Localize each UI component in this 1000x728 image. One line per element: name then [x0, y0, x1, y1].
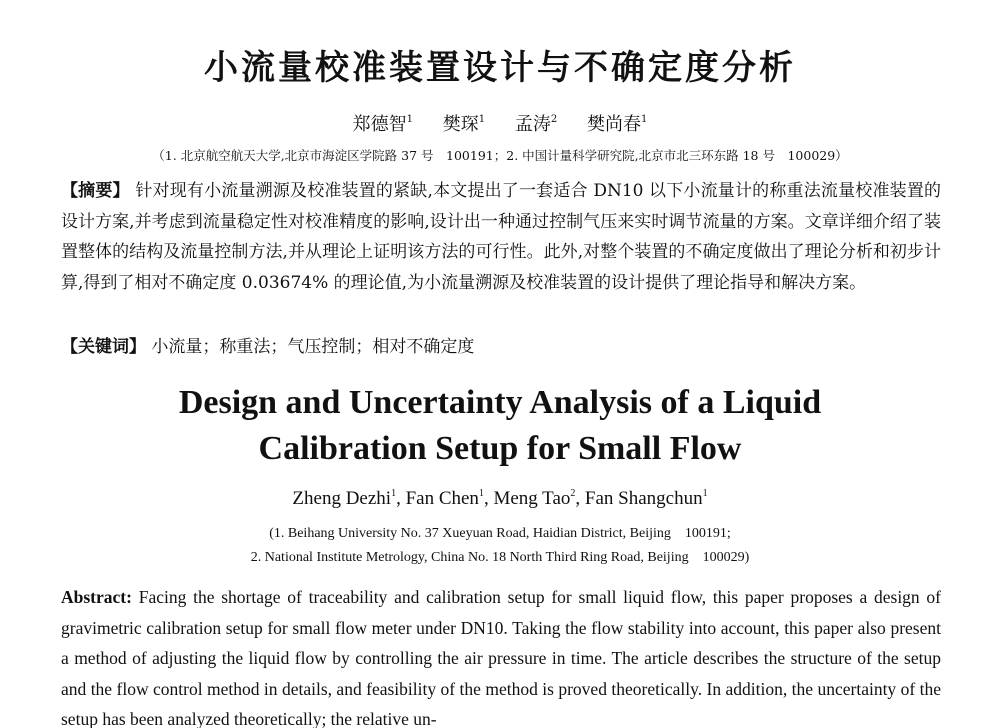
chinese-author [443, 114, 485, 135]
author-name: 樊琛 [442, 114, 479, 135]
chinese-author [587, 114, 647, 135]
author-name: 郑德智 [352, 114, 407, 135]
author-name: Fan Chen [405, 488, 479, 509]
chinese-author [353, 114, 413, 135]
chinese-keywords-label: 【关键词】 [61, 337, 146, 357]
author-affil-mark: 1 [478, 114, 486, 125]
english-authors: Zheng Dezhi$^1$, Fan Chen$^1$, Meng Tao$^2$, Fan Shangchun$^1$ [292, 488, 708, 509]
english-abstract-text: Facing the shortage of traceability and calibration setup for small liquid flow, this paper proposes a design of gravimetric calibration setup for small flow meter under DN10. Taking the flow stability into account, this paper also present a method of adjusting the liquid flow by controlling the air pressure in time. The article describes the structure of the setup and the flow control method in details, and feasibility of the method is proved theoretically. In addition, the uncertainty of the setup has been analyzed theoretically; the relative un- [61, 587, 942, 728]
chinese-title: 小流量校准装置设计与不确定度分析 [204, 48, 796, 88]
author-name: Zheng Dezhi [292, 488, 392, 509]
english-affiliation-line: (1. Beihang University No. 37 Xueyuan Road, Haidian District, Beijing 100191; [269, 526, 731, 541]
author-name: Meng Tao [493, 488, 571, 509]
english-affiliation-line: 2. National Institute Metrology, China No. 18 North Third Ring Road, Beijing 100029) [250, 550, 750, 565]
english-abstract [61, 582, 941, 728]
author-name: 孟涛 [514, 114, 551, 135]
chinese-abstract-text: 针对现有小流量溯源及校准装置的紧缺,本文提出了一套适合 DN10 以下小流量计的称重法流量校准装置的设计方案,并考虑到流量稳定性对校准精度的影响,设计出一种通过控制气压来实时调节流量的方案。文章详细介绍了装置整体的结构及流量控制方法,并从理论上证明该方法的可行性。此外,对整个装置的不确定度做出了理论分析和初步计算,得到了相对不确定度 0.03674% 的理论值,为小流量溯源及校准装置的设计提供了理论指导和解决方案。 [61, 181, 942, 293]
chinese-author [515, 114, 557, 135]
english-author [493, 488, 575, 509]
author-affil-mark: 1 [640, 114, 648, 125]
author-affil-mark: 2 [550, 114, 558, 125]
english-title-line: Design and Uncertainty Analysis of a Liquid [178, 384, 822, 421]
chinese-abstract-label: 【摘要】 [61, 181, 130, 201]
chinese-keywords [61, 332, 941, 357]
author-affil-mark: 2 [570, 488, 576, 499]
english-title-line: Calibration Setup for Small Flow [258, 430, 742, 467]
english-author [292, 488, 396, 509]
author-name: 樊尚春 [586, 114, 641, 135]
chinese-authors [0, 110, 1000, 136]
english-author [585, 488, 708, 509]
author-name: Fan Shangchun [584, 488, 703, 509]
author-affil-mark: 1 [391, 488, 397, 499]
english-author [406, 488, 484, 509]
author-affil-mark: 1 [478, 488, 484, 499]
chinese-abstract [61, 176, 941, 298]
chinese-affiliation: （1. 北京航空航天大学,北京市海淀区学院路 37 号 100191；2. 中国计量科学研究院,北京市北三环东路 18 号 100029） [152, 148, 848, 163]
english-title [0, 380, 1000, 472]
english-abstract-label: Abstract: [61, 587, 132, 607]
chinese-keywords-text: 小流量；称重法；气压控制；相对不确定度 [151, 337, 475, 357]
author-affil-mark: 1 [406, 114, 414, 125]
author-affil-mark: 1 [702, 488, 708, 499]
